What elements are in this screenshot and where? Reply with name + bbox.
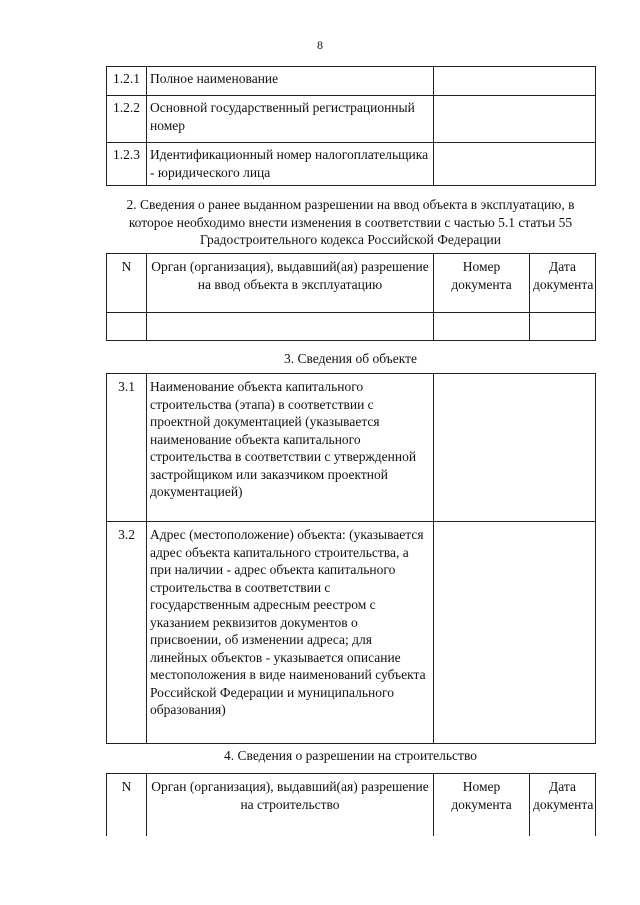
row-label: Наименование объекта капитального строительства (этапа) в соответствии с проектной документацией (указывается наименование объекта капитального строительства в соответствии с утвержденной застройщиком или заказчиком проектной документацией) <box>147 374 434 522</box>
row-label: Идентификационный номер налогоплательщика - юридического лица <box>147 143 434 186</box>
header-date: Дата документа <box>530 254 596 313</box>
page-number: 8 <box>317 38 323 52</box>
header-number: Номер документа <box>434 774 530 836</box>
row-number: 1.2.3 <box>107 143 147 186</box>
row-number: 3.2 <box>107 522 147 744</box>
row-label: Адрес (местоположение) объекта: (указывается адрес объекта капитального строительства, а при наличии - адрес объекта капитального строительства в соответствии с государственным адресным реестром с указанием реквизитов документов о присвоении, об изменении адреса; для линейных объектов - указывается описание местоположения в виде наименований субъекта Российской Федерации и муниципального образования) <box>147 522 434 744</box>
header-organ: Орган (организация), выдавший(ая) разрешение на ввод объекта в эксплуатацию <box>147 254 434 313</box>
cell-date[interactable] <box>530 313 596 341</box>
table-row <box>107 67 596 96</box>
cell-n[interactable] <box>107 313 147 341</box>
previous-permit-table <box>106 253 596 341</box>
table-row <box>107 522 596 744</box>
table-row <box>107 143 596 186</box>
row-number: 3.1 <box>107 374 147 522</box>
header-n: N <box>107 254 147 313</box>
header-n: N <box>107 774 147 836</box>
row-label: Основной государственный регистрационный номер <box>147 96 434 143</box>
row-number: 1.2.2 <box>107 96 147 143</box>
table-header-row <box>107 774 596 836</box>
applicant-details-table <box>106 66 596 186</box>
section-3-title: 3. Сведения об объекте <box>283 351 418 366</box>
row-value[interactable] <box>434 96 596 143</box>
row-number: 1.2.1 <box>107 67 147 96</box>
table-row <box>107 374 596 522</box>
cell-organ[interactable] <box>147 313 434 341</box>
object-details-table <box>106 373 596 744</box>
table-header-row <box>107 254 596 313</box>
section-2-title: 2. Сведения о ранее выданном разрешении на ввод объекта в эксплуатацию, в которое необходимо внести изменения в соответствии с частью 5.1 статьи 55 Градостроительного кодекса Российской Федерации <box>126 197 575 247</box>
section-4-title: 4. Сведения о разрешении на строительство <box>224 748 477 763</box>
header-date: Дата документа <box>530 774 596 836</box>
row-value[interactable] <box>434 67 596 96</box>
row-label: Полное наименование <box>147 67 434 96</box>
header-number: Номер документа <box>434 254 530 313</box>
construction-permit-table <box>106 773 596 836</box>
header-organ: Орган (организация), выдавший(ая) разрешение на строительство <box>147 774 434 836</box>
table-row <box>107 313 596 341</box>
cell-number[interactable] <box>434 313 530 341</box>
row-value[interactable] <box>434 374 596 522</box>
row-value[interactable] <box>434 143 596 186</box>
row-value[interactable] <box>434 522 596 744</box>
table-row <box>107 96 596 143</box>
